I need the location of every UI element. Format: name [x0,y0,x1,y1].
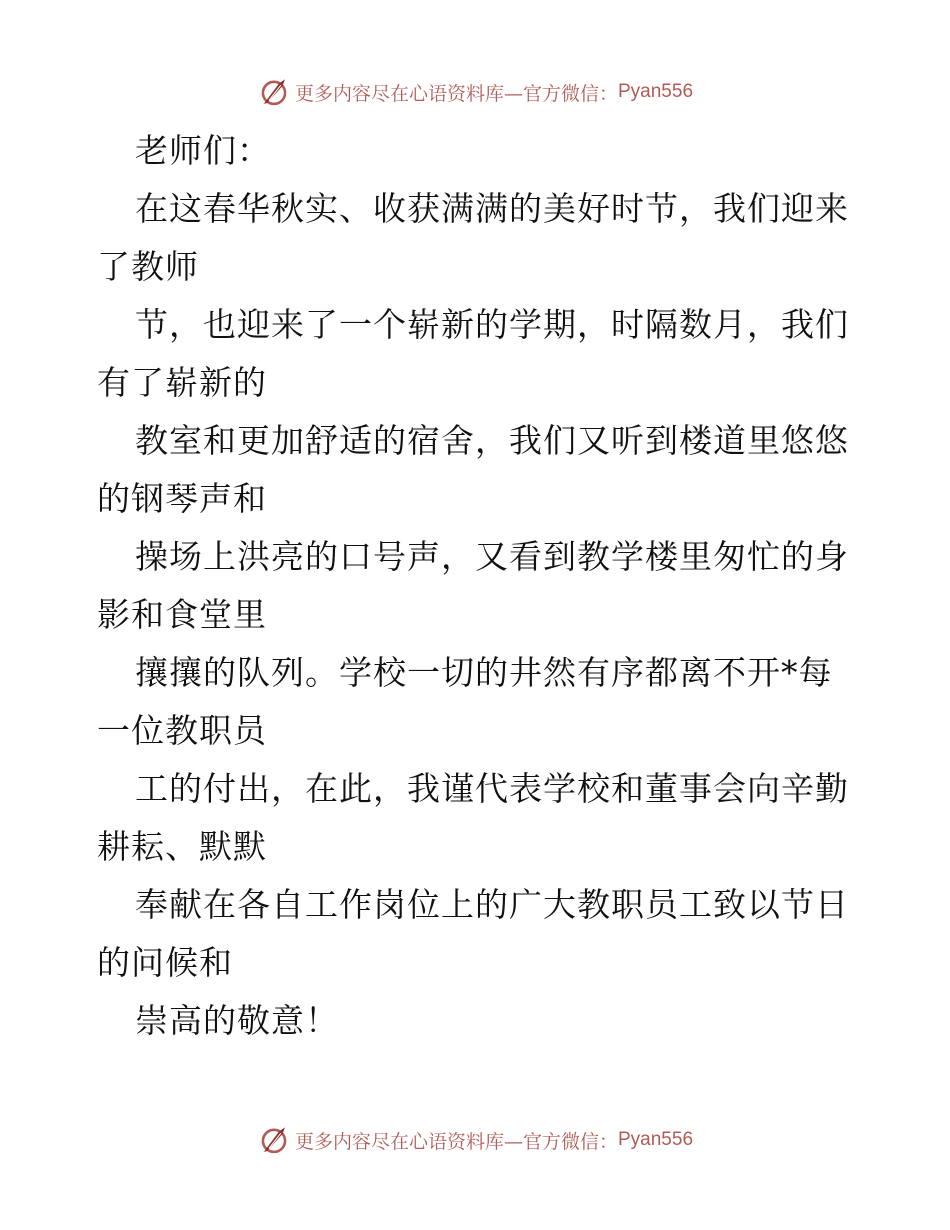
text-line: 操场上洪亮的口号声，又看到教学楼里匆忙的身 [135,537,849,576]
text-line: 了教师 [97,247,199,286]
text-line: 工的付出，在此，我谨代表学校和董事会向辛勤 [135,769,849,808]
text-line: 节，也迎来了一个崭新的学期，时隔数月，我们 [135,305,849,344]
text-line: 攘攘的队列。学校一切的井然有序都离不开*每 [135,653,833,692]
text-line: 崇高的敬意！ [135,1001,339,1040]
footer-banner [0,1120,950,1160]
text-line: 老师们： [135,131,271,170]
text-line: 在这春华秋实、收获满满的美好时节，我们迎来 [135,189,849,228]
wechat-id: Pyan556 [618,81,694,102]
text-line: 的钢琴声和 [97,479,267,518]
text-line: 教室和更加舒适的宿舍，我们又听到楼道里悠悠 [135,421,849,460]
banner-text: 更多内容尽在心语资料库—官方微信： [294,82,618,105]
quill-pen-logo-icon [257,75,291,109]
text-line: 奉献在各自工作岗位上的广大教职员工致以节日 [135,885,849,924]
text-line: 影和食堂里 [97,595,267,634]
wechat-id: Pyan556 [618,1129,694,1150]
quill-pen-logo-icon [257,1123,291,1157]
document-body [97,122,857,1050]
banner-text: 更多内容尽在心语资料库—官方微信： [294,1130,618,1153]
text-line: 的问候和 [97,943,233,982]
text-line: 耕耘、默默 [97,827,267,866]
text-line: 一位教职员 [97,711,267,750]
header-banner [0,72,950,112]
text-line: 有了崭新的 [97,363,267,402]
